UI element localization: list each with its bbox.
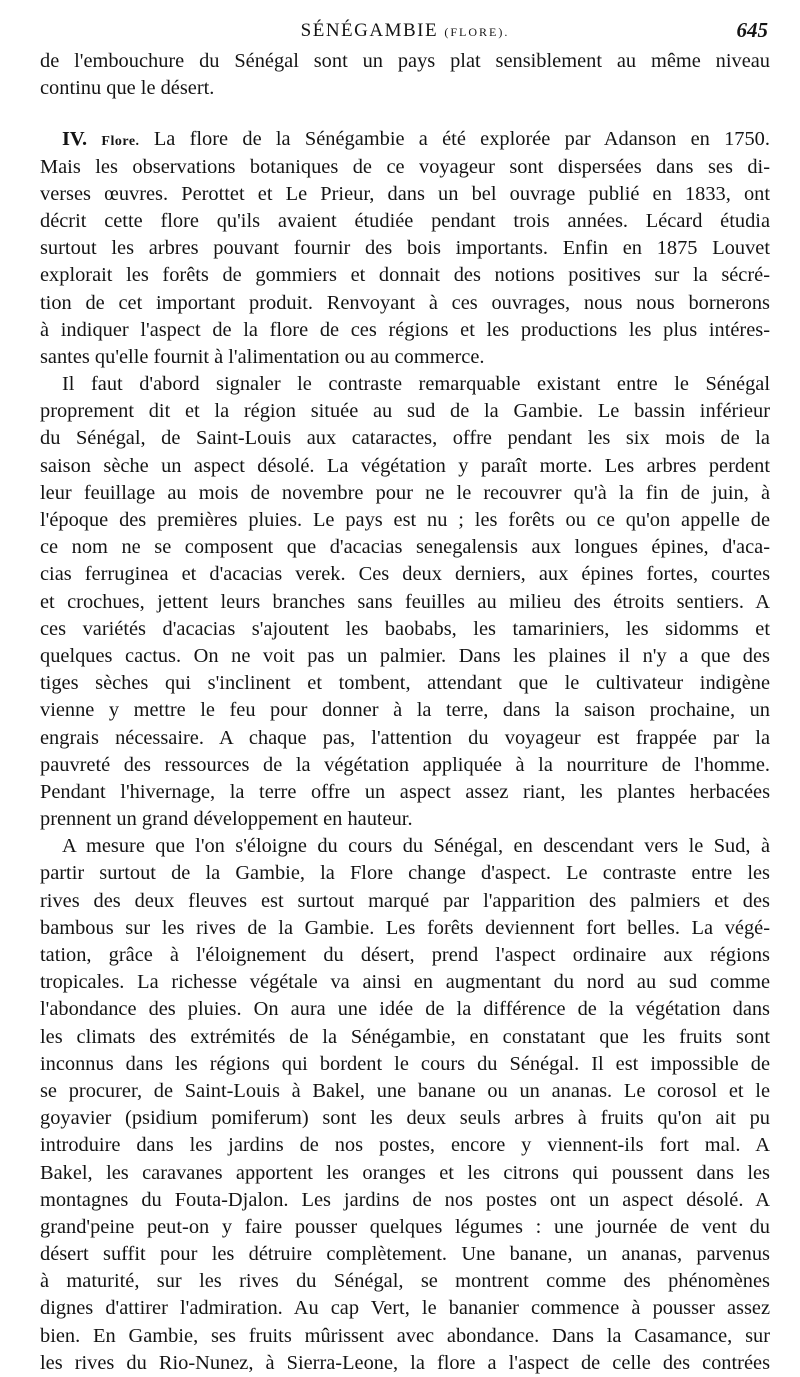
text-line: bien. En Gambie, ses fruits mûrissent avec abondance. Dans la Casamance, sur (40, 1324, 770, 1347)
text-line: A mesure que l'on s'éloigne du cours du Sénégal, en descendant vers le Sud, à (62, 835, 770, 858)
text-line: se procurer, de Saint-Louis à Bakel, une banane ou un ananas. Le corosol et le (40, 1079, 770, 1102)
text-line: grand'peine peut-on y faire pousser quelques légumes : une journée de vent du (40, 1215, 770, 1238)
text-line: Il faut d'abord signaler le contraste remarquable existant entre le Sénégal (62, 373, 770, 396)
text-line: l'abondance des pluies. On aura une idée de la différence de la végétation dans (40, 998, 770, 1021)
running-title (40, 20, 770, 42)
text-line: tropicales. La richesse végétale va ainsi en augmentant du nord au sud comme (40, 971, 770, 994)
text-line: engrais nécessaire. A chaque pas, l'attention du voyageur est frappée par la (40, 726, 770, 749)
text-line: ces variétés d'acacias s'ajoutent les baobabs, les tamariniers, les sidomms et (40, 617, 770, 640)
text-line: désert suffit pour les détruire complètement. Une banane, un ananas, parvenus (40, 1243, 770, 1266)
text-line: surtout les arbres pouvant fournir des bois importants. Enfin en 1875 Louvet (40, 237, 770, 260)
running-header (40, 18, 770, 48)
body-text (40, 48, 770, 1377)
section-label: Flore. (101, 134, 140, 150)
text-line: cias ferruginea et d'acacias verek. Ces deux derniers, aux épines fortes, courtes (40, 563, 770, 586)
header-subtitle: (FLORE). (444, 25, 510, 39)
text-line: les rives du Rio-Nunez, à Sierra-Leone, la flore a l'aspect de celle des contrées (40, 1351, 770, 1374)
text-line: Pendant l'hivernage, la terre offre un aspect assez riant, les plantes herbacées (40, 780, 770, 803)
paragraph-south (40, 833, 770, 1377)
page-number: 645 (736, 18, 768, 42)
text-line: décrit cette flore qu'ils avaient étudiée pendant trois années. Lécard étudia (40, 209, 770, 232)
header-title: SÉNÉGAMBIE (300, 20, 439, 41)
paragraph-contrast (40, 371, 770, 833)
text-line: du Sénégal, de Saint-Louis aux cataractes, offre pendant les six mois de la (40, 427, 770, 450)
text-line: verses œuvres. Perottet et Le Prieur, dans un bel ouvrage publié en 1833, ont (40, 182, 770, 205)
text-line: à maturité, sur les rives du Sénégal, se montrent comme des phénomènes (40, 1270, 770, 1293)
section-number: IV. (62, 128, 88, 151)
text-line: l'époque des premières pluies. Le pays est nu ; les forêts ou ce qu'on appelle de (40, 509, 770, 531)
text-line: Mais les observations botaniques de ce voyageur sont dispersées dans ses di- (40, 155, 770, 178)
text-line: partir surtout de la Gambie, la Flore change d'aspect. Le contraste entre les (40, 862, 770, 885)
text-line: et crochues, jettent leurs branches sans feuilles au milieu des étroits sentiers. A (40, 590, 770, 613)
text-line: explorait les forêts de gommiers et donnait des notions positives sur la sécré- (40, 264, 770, 287)
text-line: Bakel, les caravanes apportent les oranges et les citrons qui poussent dans les (40, 1161, 770, 1184)
text-line: inconnus dans les régions qui bordent le cours du Sénégal. Il est impossible de (40, 1052, 770, 1075)
text-line: prennent un grand développement en hauteur. (40, 808, 413, 831)
section-flore (40, 126, 770, 371)
text-line: introduire dans les jardins de nos postes, encore y viennent-ils fort mal. A (40, 1134, 770, 1157)
text-line: pauvreté des ressources de la végétation appliquée à la nourriture de l'homme. (40, 753, 770, 776)
text-line: de l'embouchure du Sénégal sont un pays plat sensiblement au même niveau (40, 50, 770, 72)
text-line: montagnes du Fouta-Djalon. Les jardins de nos postes ont un aspect désolé. A (40, 1188, 770, 1211)
text-line: goyavier (psidium pomiferum) sont les deux seuls arbres à fruits qu'on ait pu (40, 1107, 770, 1130)
text-line: leur feuillage au mois de novembre pour ne le recouvrer qu'à la fin de juin, à (40, 481, 770, 504)
text-line: dignes d'attirer l'admiration. Au cap Vert, le bananier commence à pousser assez (40, 1297, 770, 1320)
text-line: proprement dit et la région située au sud de la Gambie. Le bassin inférieur (40, 400, 770, 423)
book-page (40, 18, 770, 1377)
text-line: continu que le désert. (40, 77, 215, 100)
text-line: saison sèche un aspect désolé. La végétation y paraît morte. Les arbres perdent (40, 454, 770, 477)
section-first-line (40, 126, 770, 153)
text-line: tiges sèches qui s'inclinent et tombent, attendant que le cultivateur indigène (40, 672, 770, 695)
section-first-line-text: La flore de la Sénégambie a été explorée par Adanson en 1750. (153, 128, 770, 151)
text-line: les climats des extrémités de la Sénégambie, en constatant que les fruits sont (40, 1025, 770, 1048)
text-line: à indiquer l'aspect de la flore de ces régions et les productions les plus intéres- (40, 318, 770, 341)
text-line: ce nom ne se composent que d'acacias senegalensis aux longues épines, d'aca- (40, 536, 770, 559)
carry-over-paragraph (40, 48, 770, 102)
text-line: santes qu'elle fournit à l'alimentation ou au commerce. (40, 345, 485, 368)
text-line: tion de cet important produit. Renvoyant à ces ouvrages, nous nous bornerons (40, 291, 770, 314)
text-line: rives des deux fleuves est surtout marqué par l'apparition des palmiers et des (40, 889, 770, 912)
text-line: quelques cactus. On ne voit pas un palmier. Dans les plaines il n'y a que des (40, 644, 770, 667)
text-line: tation, grâce à l'éloignement du désert, prend l'aspect ordinaire aux régions (40, 944, 770, 966)
text-line: vienne y mettre le feu pour donner à la terre, dans la saison prochaine, un (40, 699, 770, 722)
text-line: bambous sur les rives de la Gambie. Les forêts deviennent fort belles. La végé- (40, 916, 770, 939)
